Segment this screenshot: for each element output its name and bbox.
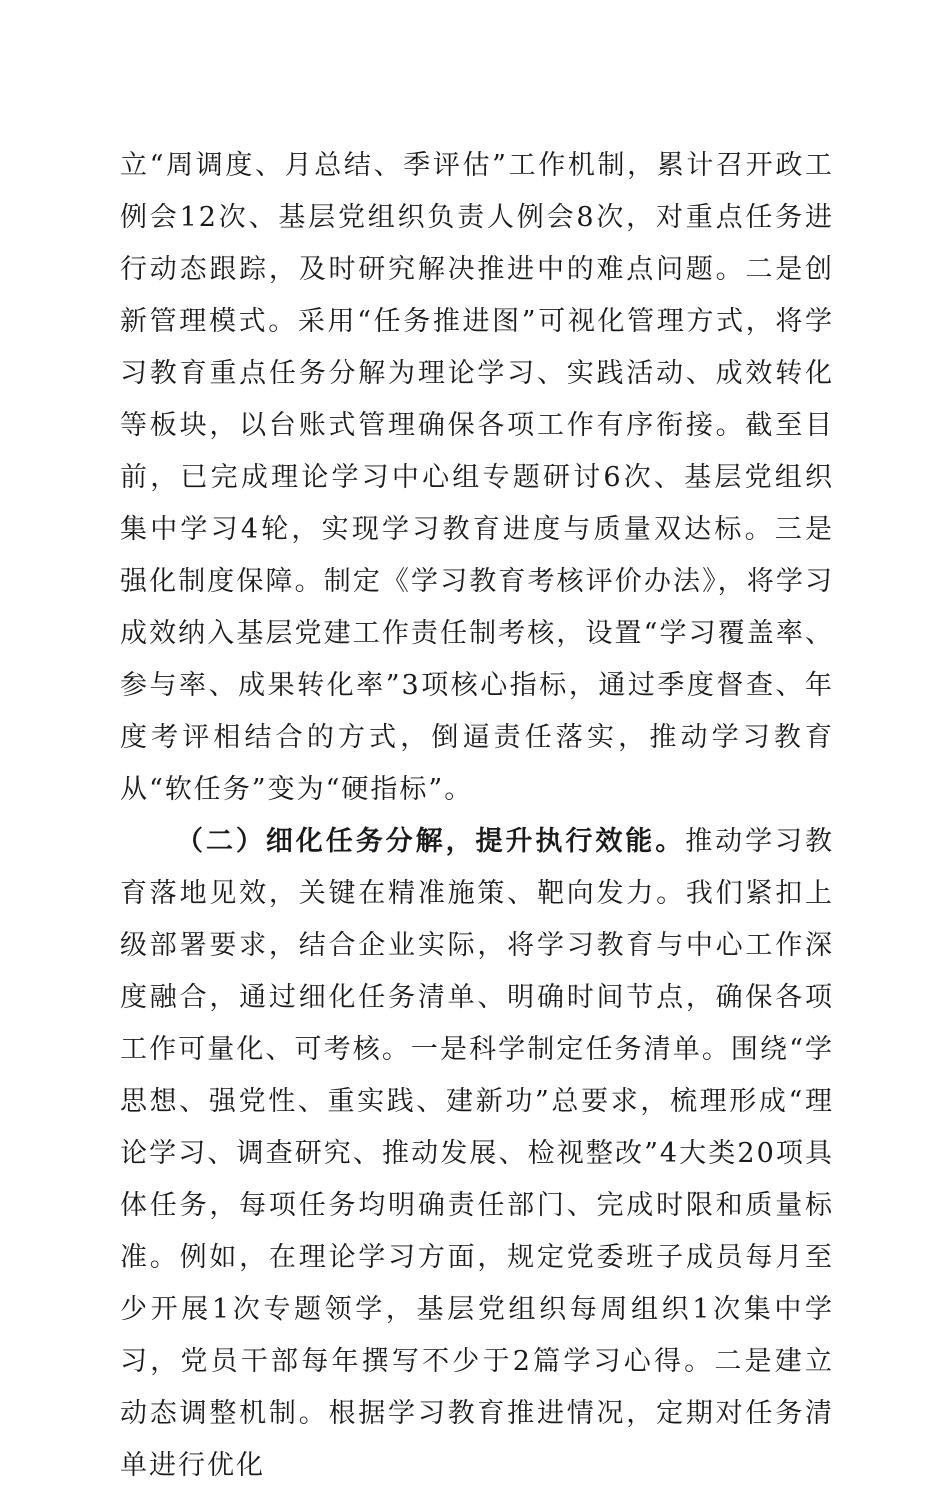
paragraph-section-2 xyxy=(120,816,834,1492)
document-body xyxy=(120,140,834,1492)
paragraph-continuation: 立“周调度、月总结、季评估”工作机制，累计召开政工例会12次、基层党组织负责人例会8次，对重点任务进行动态跟踪，及时研究解决推进中的难点问题。二是创新管理模式。采用“任务推进图”可视化管理方式，将学习教育重点任务分解为理论学习、实践活动、成效转化等板块，以台账式管理确保各项工作有序衔接。截至目前，已完成理论学习中心组专题研讨6次、基层党组织集中学习4轮，实现学习教育进度与质量双达标。三是强化制度保障。制定《学习教育考核评价办法》，将学习成效纳入基层党建工作责任制考核，设置“学习覆盖率、参与率、成果转化率”3项核心指标，通过季度督查、年度考评相结合的方式，倒逼责任落实，推动学习教育从“软任务”变为“硬指标”。 xyxy=(120,150,834,805)
section-heading: （二）细化任务分解，提升执行效能。 xyxy=(176,826,686,857)
section-body: 推动学习教育落地见效，关键在精准施策、靶向发力。我们紧扣上级部署要求，结合企业实际，将学习教育与中心工作深度融合，通过细化任务清单、明确时间节点，确保各项工作可量化、可考核。一是科学制定任务清单。围绕“学思想、强党性、重实践、建新功”总要求，梳理形成“理论学习、调查研究、推动发展、检视整改”4大类20项具体任务，每项任务均明确责任部门、完成时限和质量标准。例如，在理论学习方面，规定党委班子成员每月至少开展1次专题领学，基层党组织每周组织1次集中学习，党员干部每年撰写不少于2篇学习心得。二是建立动态调整机制。根据学习教育推进情况，定期对任务清单进行优化 xyxy=(120,826,835,1481)
